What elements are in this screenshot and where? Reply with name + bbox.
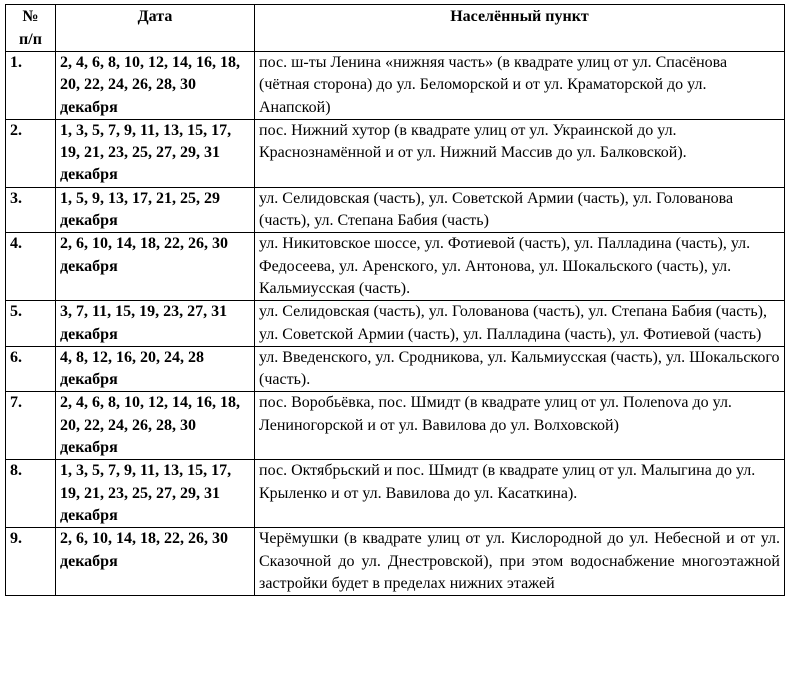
table-row [6,346,785,392]
row-number: 1. [6,52,56,120]
schedule-table [5,4,785,596]
row-place: ул. Селидовская (часть), ул. Голованова (часть), ул. Степана Бабия (часть), ул. Советской Армии (часть), ул. Палладина (часть), ул. Фотиевой (часть) [255,301,785,347]
row-number: 6. [6,346,56,392]
row-number: 5. [6,301,56,347]
row-place: пос. Нижний хутор (в квадрате улиц от ул. Украинской до ул. Краснознамённой и от ул. Нижний Массив до ул. Балковской). [255,119,785,187]
row-place: ул. Введенского, ул. Сродникова, ул. Кальмиусская (часть), ул. Шокальского (часть). [255,346,785,392]
row-place: пос. Октябрьский и пос. Шмидт (в квадрате улиц от ул. Малыгина до ул. Крыленко и от ул. Вавилова до ул. Касаткина). [255,460,785,528]
row-dates: 3, 7, 11, 15, 19, 23, 27, 31 декабря [56,301,255,347]
table-row [6,187,785,233]
row-place: ул. Никитовское шоссе, ул. Фотиевой (часть), ул. Палладина (часть), ул. Федосеева, ул. Аренского, ул. Антонова, ул. Шокальского (часть), ул. Кальмиусская (часть). [255,233,785,301]
table-row [6,392,785,460]
row-dates: 4, 8, 12, 16, 20, 24, 28 декабря [56,346,255,392]
header-place-label: Населённый пункт [450,8,589,25]
header-place [255,5,785,52]
row-number: 7. [6,392,56,460]
table-body [6,52,785,596]
row-place: пос. ш-ты Ленина «нижняя часть» (в квадрате улиц от ул. Спасёнова (чётная сторона) до ул. Беломорской и от ул. Краматорской до ул. Анапской) [255,52,785,120]
row-number: 3. [6,187,56,233]
table-row [6,528,785,596]
row-number: 4. [6,233,56,301]
header-number-label: № п/п [19,8,42,48]
header-row [6,5,785,52]
row-number: 8. [6,460,56,528]
row-place: Черёмушки (в квадрате улиц от ул. Кислородной до ул. Небесной и от ул. Сказочной до ул. Днестровской), при этом водоснабжение многоэтажной застройки будет в пределах нижних этажей [255,528,785,596]
row-place: пос. Воробьёвка, пос. Шмидт (в квадрате улиц от ул. Полenova до ул. Лениногорской и от ул. Вавилова до ул. Волховской) [255,392,785,460]
table-row [6,52,785,120]
row-dates: 1, 5, 9, 13, 17, 21, 25, 29 декабря [56,187,255,233]
row-number: 9. [6,528,56,596]
row-dates: 2, 4, 6, 8, 10, 12, 14, 16, 18, 20, 22, 24, 26, 28, 30 декабря [56,52,255,120]
table-row [6,301,785,347]
table-header [6,5,785,52]
header-date [56,5,255,52]
row-place: ул. Селидовская (часть), ул. Советской Армии (часть), ул. Голованова (часть), ул. Степана Бабия (часть) [255,187,785,233]
header-number [6,5,56,52]
row-dates: 2, 6, 10, 14, 18, 22, 26, 30 декабря [56,233,255,301]
row-dates: 2, 4, 6, 8, 10, 12, 14, 16, 18, 20, 22, 24, 26, 28, 30 декабря [56,392,255,460]
row-dates: 2, 6, 10, 14, 18, 22, 26, 30 декабря [56,528,255,596]
row-dates: 1, 3, 5, 7, 9, 11, 13, 15, 17, 19, 21, 23, 25, 27, 29, 31 декабря [56,460,255,528]
table-row [6,460,785,528]
row-dates: 1, 3, 5, 7, 9, 11, 13, 15, 17, 19, 21, 23, 25, 27, 29, 31 декабря [56,119,255,187]
header-date-label: Дата [137,8,173,25]
row-number: 2. [6,119,56,187]
table-row [6,119,785,187]
table-row [6,233,785,301]
